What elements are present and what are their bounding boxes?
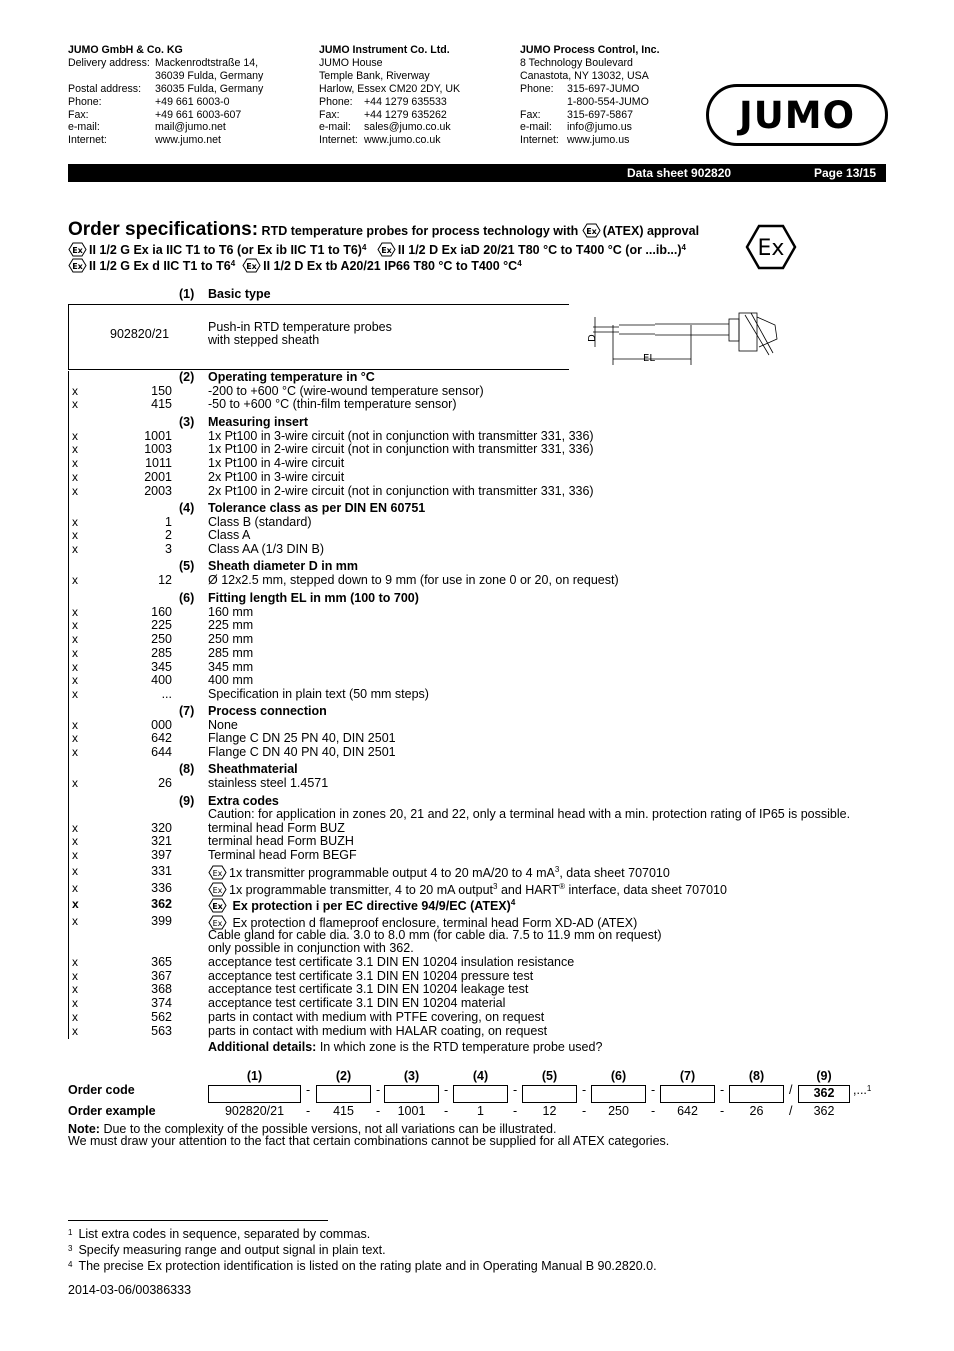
note: Note: Due to the complexity of the possible versions, not all variations can be illustrated. [68, 1122, 557, 1136]
company-address-us: JUMO Process Control, Inc. 8 Technology Boulevard Canastota, NY 13032, USA Phone: 315-697-JUMO 1-800-554-JUMO Fax: 315-697-5867 e-mail: info@jumo.us Internet: www.jumo.us [520, 44, 660, 147]
extra-399-note1: Cable gland for cable dia. 3.0 to 8.0 mm (for cable dia. 7.5 to 11.9 mm on request) [208, 928, 662, 942]
order-example-value: 1 [477, 1104, 484, 1118]
svg-text:D: D [587, 334, 598, 342]
order-code-field[interactable] [208, 1085, 301, 1103]
ex-icon [68, 242, 87, 257]
order-separator: - [582, 1104, 587, 1118]
svg-text:Ex: Ex [212, 886, 223, 895]
footnote: $^1$ List extra codes in sequence, separated by commas. [68, 1227, 371, 1241]
order-col-header: (2) [335, 1069, 352, 1083]
order-code-field[interactable] [591, 1085, 646, 1103]
svg-text:Ex: Ex [585, 227, 597, 236]
order-separator: - [720, 1104, 725, 1118]
svg-text:Ex: Ex [246, 262, 257, 271]
order-separator: - [582, 1083, 587, 1097]
order-separator: - [513, 1104, 518, 1118]
note-line2: We must draw your attention to the fact that certain combinations cannot be supplied for all ATEX categories. [68, 1134, 670, 1148]
order-example-value: 12 [542, 1104, 557, 1118]
order-code-field[interactable] [316, 1085, 371, 1103]
order-separator: / [789, 1083, 793, 1097]
order-example-value: 902820/21 [224, 1104, 285, 1118]
extra-399-note2: only possible in conjunction with 362. [208, 941, 414, 955]
order-col-header: (1) [246, 1069, 263, 1083]
datasheet-number: Data sheet 902820 [627, 166, 732, 180]
order-col-header: (5) [541, 1069, 558, 1083]
ex-icon [68, 258, 87, 273]
document-id: 2014-03-06/00386333 [68, 1283, 192, 1297]
order-col-header: (4) [472, 1069, 489, 1083]
order-code-field[interactable] [384, 1085, 439, 1103]
order-code-field[interactable] [729, 1085, 784, 1103]
order-code-field[interactable] [453, 1085, 508, 1103]
ex-icon [208, 882, 227, 897]
order-example-value: 250 [608, 1104, 629, 1118]
page-title: Order specifications: [68, 219, 259, 240]
order-col-header: (6) [610, 1069, 627, 1083]
order-separator: - [376, 1104, 381, 1118]
basic-type-desc2: with stepped sheath [208, 333, 320, 347]
order-code-tail: ,...$^1$ [853, 1083, 872, 1097]
order-separator: - [444, 1104, 449, 1118]
order-col-header: (7) [679, 1069, 696, 1083]
order-separator: - [376, 1083, 381, 1097]
order-example-value: 362 [813, 1104, 835, 1118]
jumo-logo: JUMO [706, 84, 888, 146]
probe-drawing [583, 305, 783, 367]
order-separator: - [306, 1104, 311, 1118]
order-code-field[interactable] [522, 1085, 577, 1103]
page-number: Page 13/15 [814, 166, 877, 180]
svg-text:Ex: Ex [212, 919, 223, 928]
svg-text:EL: EL [643, 353, 655, 364]
company-address-uk: JUMO Instrument Co. Ltd. JUMO House Temple Bank, Riverway Harlow, Essex CM20 2DY, UK Phone: +44 1279 635533 Fax: +44 1279 635262 e-mail: sales@jumo.co.uk Internet: www.jumo.co.uk [319, 44, 461, 147]
order-separator: - [306, 1083, 311, 1097]
basic-type-desc1: Push-in RTD temperature probes [208, 320, 392, 334]
svg-text:Ex: Ex [72, 246, 83, 255]
svg-text:Ex: Ex [212, 869, 223, 878]
ex-icon [208, 898, 227, 913]
order-code-value: 362 [813, 1086, 835, 1100]
order-separator: - [513, 1083, 518, 1097]
order-code-field[interactable] [798, 1085, 850, 1103]
order-col-header: (9) [816, 1069, 832, 1083]
ex-icon [208, 865, 227, 880]
ex-large-icon [745, 224, 797, 270]
order-example-label: Order example [68, 1104, 156, 1118]
additional-details: Additional details: In which zone is the RTD temperature probe used? [208, 1040, 603, 1054]
ex-icon [582, 223, 601, 238]
order-example-value: 415 [333, 1104, 354, 1118]
order-code-field[interactable] [660, 1085, 715, 1103]
order-spec-heading: Order specifications: RTD temperature probes for process technology with Ex (ATEX) approval Ex II 1/2 G Ex ia IIC T1 to T6 (or Ex ib IIC T1 to T6)$^4$ Ex II 1/2 D Ex iaD 20/21 T80 °C to T400 °C (or ...ib...)$^4$ Ex II 1/2 G Ex d IIC T1 to $T6^4$ Ex II 1/2 D Ex tb A20/21 IP66 T80 °C to T400 $^\circ C^4$ [68, 219, 700, 273]
order-col-header: (8) [748, 1069, 765, 1083]
company-address-de: JUMO GmbH & Co. KG Delivery address: Mackenrodtstraße 14, 36039 Fulda, Germany Postal address: 36035 Fulda, Germany Phone: +49 661 6003-0 Fax: +49 661 6003-607 e-mail: mail@jumo.net Internet: www.jumo.net [68, 44, 264, 147]
basic-type-code: 902820/21 [110, 327, 170, 341]
order-separator: - [651, 1104, 656, 1118]
svg-text:Ex: Ex [72, 262, 83, 271]
order-separator: / [789, 1104, 793, 1118]
ex-icon [242, 258, 261, 273]
order-example-value: 26 [749, 1104, 764, 1118]
svg-text:Ex: Ex [381, 246, 392, 255]
order-col-header: (3) [403, 1069, 420, 1083]
order-separator: - [444, 1083, 449, 1097]
footnote: $^3$ Specify measuring range and output signal in plain text. [68, 1243, 386, 1257]
order-code-label: Order code [68, 1083, 135, 1097]
order-separator: - [720, 1083, 725, 1097]
order-example-value: 642 [677, 1104, 698, 1118]
extra-caution: Caution: for application in zones 20, 21 and 22, only a terminal head with a min. protection rating of IP65 is possible. [208, 807, 851, 821]
svg-text:Ex: Ex [757, 236, 785, 261]
order-separator: - [651, 1083, 656, 1097]
ex-icon [377, 242, 396, 257]
order-example-value: 1001 [397, 1104, 426, 1118]
svg-text:Ex: Ex [212, 902, 223, 911]
datasheet-bar [68, 164, 886, 182]
footnote: $^4$ The precise Ex protection identification is listed on the rating plate and in Operating Manual B 90.2820.0. [68, 1259, 657, 1273]
